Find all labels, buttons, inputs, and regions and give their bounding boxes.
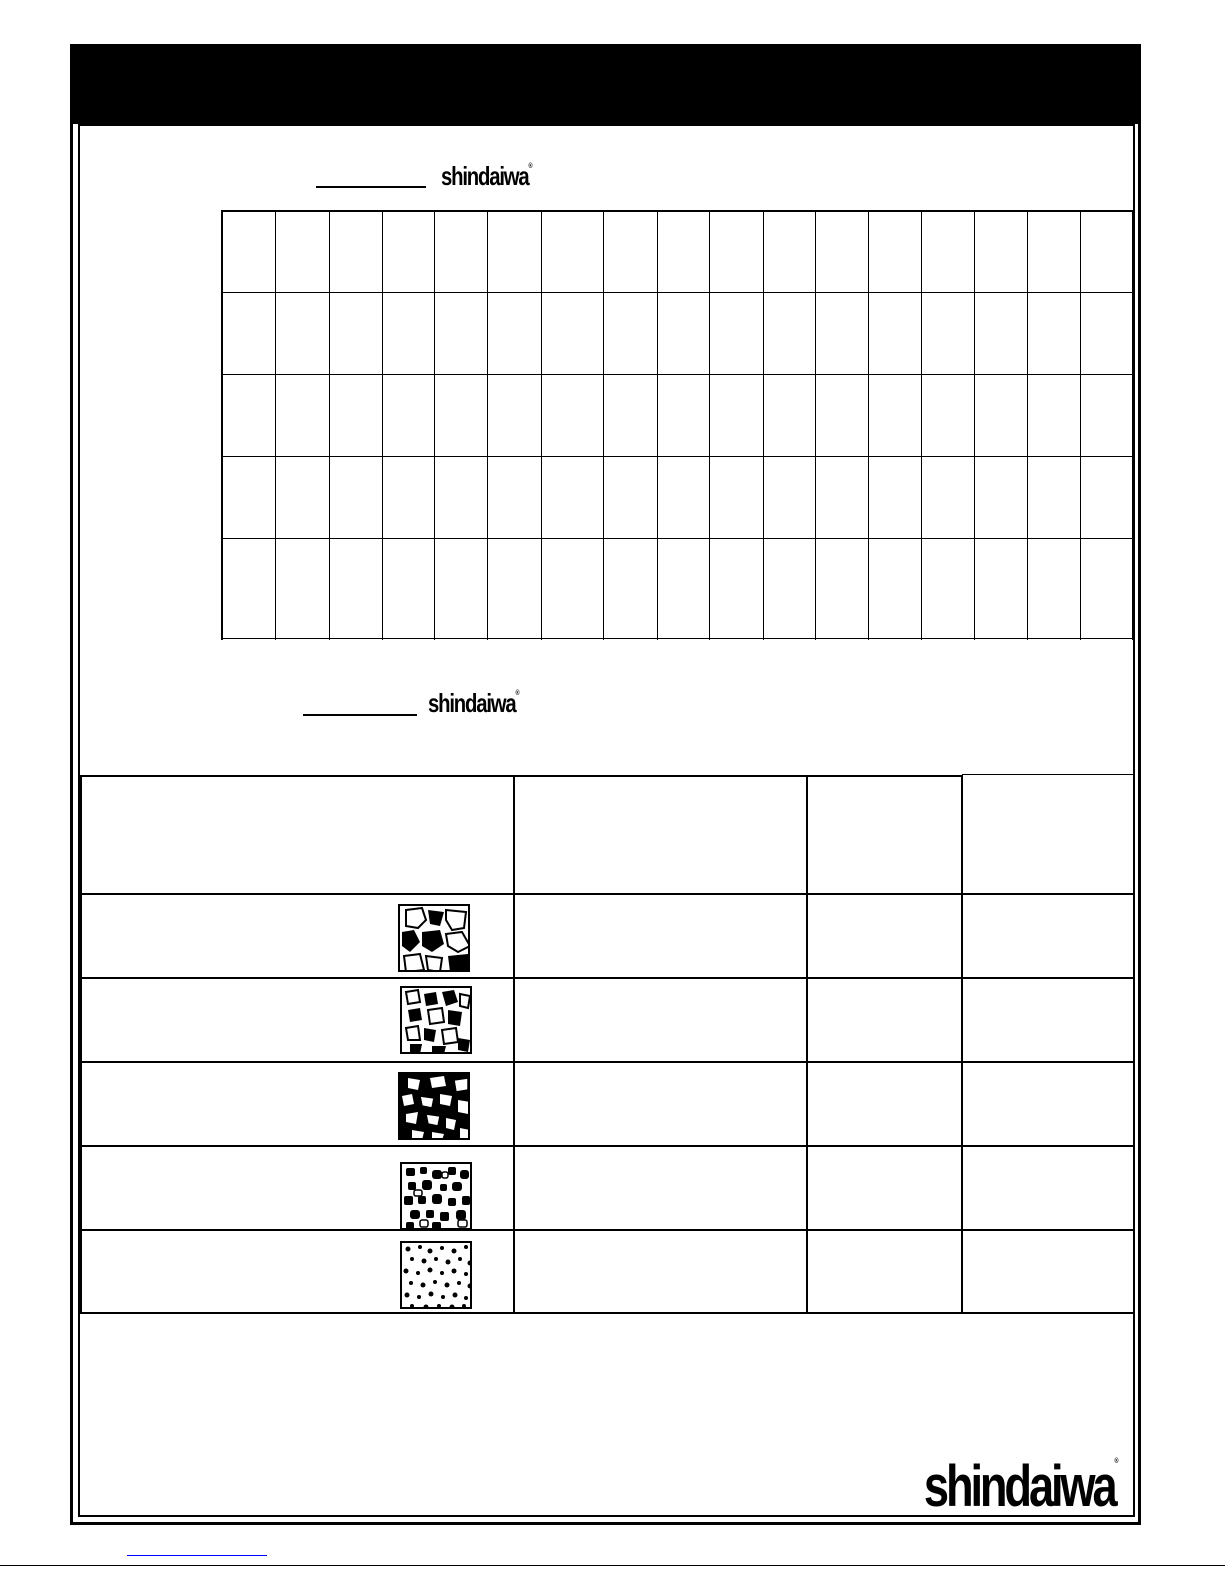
grid-cell (1081, 458, 1133, 540)
grid-cell (658, 376, 710, 458)
grid-cell (223, 212, 276, 294)
section-two-heading-blank (303, 714, 417, 716)
footer-link-underline[interactable] (127, 1555, 267, 1556)
grid-cell (276, 458, 330, 540)
grid-cell (975, 212, 1028, 294)
grid-cell (330, 212, 383, 294)
table-row-line (80, 1312, 1133, 1314)
table-row-line (80, 1229, 1133, 1231)
grid-cell (922, 294, 975, 376)
mixed-chip-pattern-icon (398, 1072, 470, 1140)
section-one-heading-blank (316, 186, 426, 188)
grid-cell (710, 294, 764, 376)
small-chip-pattern-icon (400, 1162, 472, 1230)
grid-cell (710, 212, 764, 294)
grid-cell (1028, 294, 1081, 376)
table-column-line (513, 775, 515, 1313)
grid-cell (276, 376, 330, 458)
large-chip-pattern-icon (398, 904, 470, 972)
section-one-logo (441, 163, 533, 189)
grid-cell (869, 540, 922, 640)
grid-cell (604, 540, 658, 640)
grid-cell (764, 540, 816, 640)
grid-cell (1028, 458, 1081, 540)
section-one-logo-text: shindaiwa (441, 161, 529, 191)
fine-dot-pattern-icon (400, 1241, 472, 1309)
grid-cell (869, 294, 922, 376)
grid-cell (383, 212, 435, 294)
grid-cell (604, 294, 658, 376)
grid-cell (383, 294, 435, 376)
grid-cell (975, 376, 1028, 458)
section-two-logo-text: shindaiwa (428, 688, 516, 718)
grid-cell (488, 294, 542, 376)
grid-cell (658, 294, 710, 376)
grid-cell (975, 458, 1028, 540)
grid-cell (975, 294, 1028, 376)
table-column-line (806, 775, 808, 1313)
grid-cell (604, 212, 658, 294)
grid-cell (922, 212, 975, 294)
grid-cell (658, 212, 710, 294)
footer-logo (924, 1454, 1119, 1519)
spec-grid (221, 210, 1133, 640)
grid-cell (604, 458, 658, 540)
grid-cell (542, 294, 604, 376)
grid-cell (1081, 294, 1133, 376)
grid-cell (435, 212, 488, 294)
grid-cell (276, 212, 330, 294)
grid-cell (816, 458, 869, 540)
section-two-logo (428, 690, 520, 716)
grid-cell (869, 212, 922, 294)
grid-cell (383, 458, 435, 540)
grid-cell (764, 376, 816, 458)
grid-cell (330, 376, 383, 458)
grid-cell (922, 376, 975, 458)
grid-cell (435, 540, 488, 640)
grid-cell (223, 458, 276, 540)
footer-logo-text: shindaiwa (924, 1454, 1115, 1519)
grid-cell (975, 540, 1028, 640)
grid-cell (816, 212, 869, 294)
grid-cell (764, 458, 816, 540)
footer-registered-mark: ® (1114, 1458, 1119, 1465)
table-row-line (80, 977, 1133, 979)
grid-cell (1081, 376, 1133, 458)
grid-cell (1028, 212, 1081, 294)
grid-cell (330, 458, 383, 540)
grid-cell (542, 540, 604, 640)
grid-cell (658, 540, 710, 640)
grid-cell (922, 540, 975, 640)
medium-chip-pattern-icon (400, 986, 472, 1054)
grid-cell (542, 376, 604, 458)
grid-cell (710, 458, 764, 540)
grid-cell (816, 376, 869, 458)
grid-cell (435, 294, 488, 376)
grid-cell (383, 540, 435, 640)
grid-cell (542, 212, 604, 294)
grid-cell (435, 376, 488, 458)
table-left-border (80, 775, 82, 1313)
grid-cell (816, 294, 869, 376)
footer-rule (0, 1565, 1225, 1566)
grid-cell (922, 458, 975, 540)
grid-cell (710, 376, 764, 458)
grid-cell (1028, 540, 1081, 640)
grid-cell (276, 540, 330, 640)
grid-cell (488, 212, 542, 294)
grid-cell (276, 294, 330, 376)
grid-cell (710, 540, 764, 640)
grid-cell (869, 376, 922, 458)
section-one-registered-mark: ® (528, 163, 533, 170)
grid-cell (1081, 540, 1133, 640)
grid-cell (869, 458, 922, 540)
grid-cell (330, 540, 383, 640)
grid-cell (488, 458, 542, 540)
table-row-line (80, 1061, 1133, 1063)
grid-cell (488, 540, 542, 640)
grid-cell (435, 458, 488, 540)
grid-cell (1028, 376, 1081, 458)
section-two-registered-mark: ® (515, 690, 520, 697)
grid-cell (764, 294, 816, 376)
grid-cell (658, 458, 710, 540)
grid-cell (816, 540, 869, 640)
grid-cell (1081, 212, 1133, 294)
table-column-line (961, 775, 963, 1313)
grid-cell (604, 376, 658, 458)
table-row-line (80, 893, 1133, 895)
table-top-border (80, 775, 962, 777)
grid-cell (383, 376, 435, 458)
table-row-line (80, 1145, 1133, 1147)
pattern-table (80, 775, 1133, 1313)
grid-cell (223, 294, 276, 376)
grid-cell (223, 540, 276, 640)
grid-cell (488, 376, 542, 458)
grid-cell (764, 212, 816, 294)
grid-cell (542, 458, 604, 540)
grid-cell (330, 294, 383, 376)
grid-cell (223, 376, 276, 458)
table-top-border-right (962, 774, 1133, 775)
